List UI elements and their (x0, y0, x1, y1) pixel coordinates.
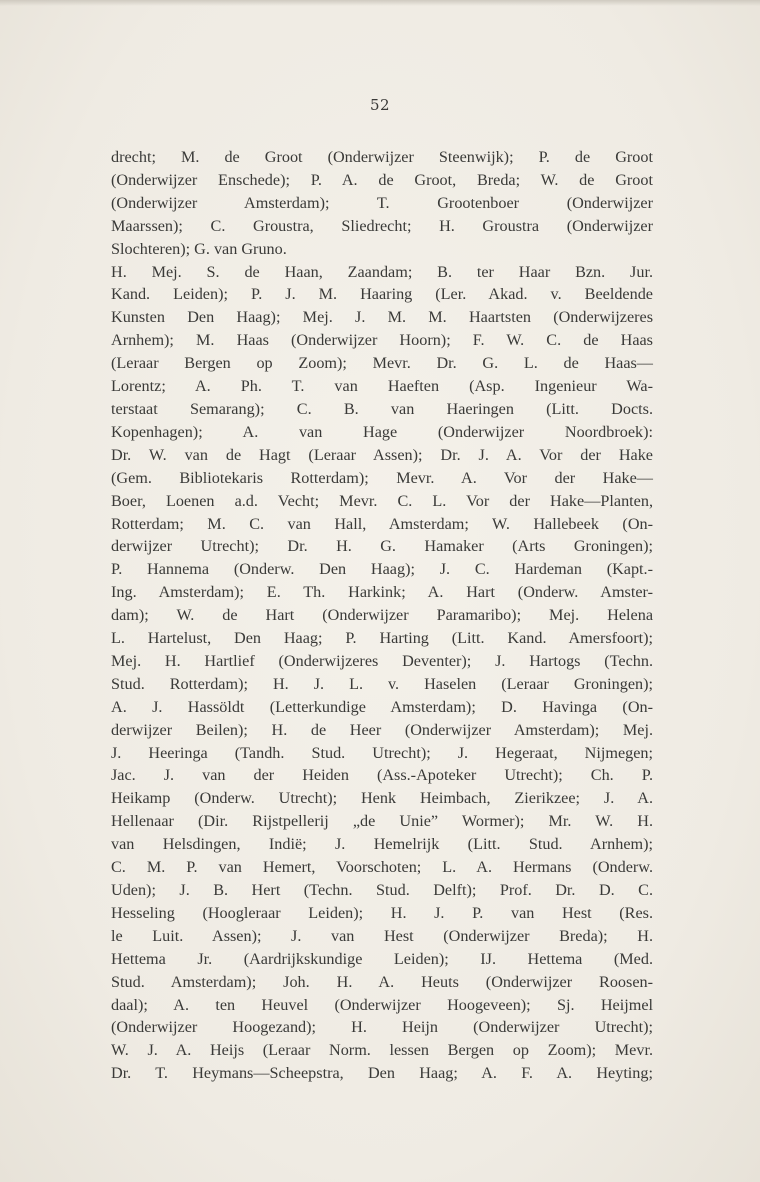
text-line: Stud. Rotterdam); H. J. L. v. Haselen (Leraar Groningen); (111, 674, 653, 693)
text-line: drecht; M. de Groot (Onderwijzer Steenwijk); P. de Groot (111, 148, 653, 166)
text-line: Mej. H. Hartlief (Onderwijzeres Deventer); J. Hartogs (Techn. (111, 651, 653, 670)
scan-edge-shadow (0, 0, 760, 6)
text-line: (Onderwijzer Enschede); P. A. de Groot, Breda; W. de Groot (111, 170, 653, 189)
text-line: C. M. P. van Hemert, Voorschoten; L. A. Hermans (Onderw. (111, 858, 653, 877)
text-line: Hettema Jr. (Aardrijkskundige Leiden); IJ. Hettema (Med. (111, 949, 653, 968)
text-line: A. J. Hassöldt (Letterkundige Amsterdam); D. Havinga (On- (111, 697, 653, 716)
text-line: Dr. W. van de Hagt (Leraar Assen); Dr. J. A. Vor der Hake (111, 445, 653, 464)
text-line: Jac. J. van der Heiden (Ass.-Apoteker Utrecht); Ch. P. (111, 766, 653, 785)
text-line: P. Hannema (Onderw. Den Haag); J. C. Hardeman (Kapt.- (111, 560, 653, 579)
text-line: Ing. Amsterdam); E. Th. Harkink; A. Hart (Onderw. Amster- (111, 583, 653, 602)
text-line: Heikamp (Onderw. Utrecht); Henk Heimbach, Zierikzee; J. A. (111, 789, 653, 808)
text-line: Kand. Leiden); P. J. M. Haaring (Ler. Akad. v. Beeldende (111, 285, 653, 304)
text-line: W. J. A. Heijs (Leraar Norm. lessen Bergen op Zoom); Mevr. (111, 1041, 653, 1060)
text-line: Lorentz; A. Ph. T. van Haeften (Asp. Ingenieur Wa- (111, 377, 653, 396)
text-line: (Leraar Bergen op Zoom); Mevr. Dr. G. L. de Haas— (111, 354, 653, 373)
text-line: Dr. T. Heymans—Scheepstra, Den Haag; A. F. A. Heyting; (111, 1064, 653, 1083)
text-line: Maarssen); C. Groustra, Sliedrecht; H. Groustra (Onderwijzer (111, 216, 653, 235)
text-line: Hesseling (Hoogleraar Leiden); H. J. P. van Hest (Res. (111, 903, 653, 922)
text-line: derwijzer Utrecht); Dr. H. G. Hamaker (Arts Groningen); (111, 537, 653, 556)
text-line: L. Hartelust, Den Haag; P. Harting (Litt. Kand. Amersfoort); (111, 629, 653, 648)
text-line: Kunsten Den Haag); Mej. J. M. M. Haartsten (Onderwijzeres (111, 308, 653, 327)
text-line: (Onderwijzer Amsterdam); T. Grootenboer (Onderwijzer (111, 193, 653, 212)
text-line: H. Mej. S. de Haan, Zaandam; B. ter Haar Bzn. Jur. (111, 262, 653, 281)
text-line: daal); A. ten Heuvel (Onderwijzer Hoogeveen); Sj. Heijmel (111, 995, 653, 1014)
text-line: dam); W. de Hart (Onderwijzer Paramaribo); Mej. Helena (111, 606, 653, 625)
text-line: le Luit. Assen); J. van Hest (Onderwijzer Breda); H. (111, 926, 653, 945)
text-line: Stud. Amsterdam); Joh. H. A. Heuts (Onderwijzer Roosen- (111, 972, 653, 991)
text-line: J. Heeringa (Tandh. Stud. Utrecht); J. Hegeraat, Nijmegen; (111, 743, 653, 762)
text-line: van Helsdingen, Indië; J. Hemelrijk (Litt. Stud. Arnhem); (111, 835, 653, 854)
page-number: 52 (369, 96, 391, 114)
text-line: Hellenaar (Dir. Rijstpellerij „de Unie” Wormer); Mr. W. H. (111, 812, 653, 831)
text-line: (Onderwijzer Hoogezand); H. Heijn (Onderwijzer Utrecht); (111, 1018, 653, 1037)
text-line: Kopenhagen); A. van Hage (Onderwijzer Noordbroek): (111, 422, 653, 441)
text-line: derwijzer Beilen); H. de Heer (Onderwijzer Amsterdam); Mej. (111, 720, 653, 739)
text-line: Rotterdam; M. C. van Hall, Amsterdam; W. Hallebeek (On- (111, 514, 653, 533)
body-text (111, 146, 653, 1085)
text-line: Boer, Loenen a.d. Vecht; Mevr. C. L. Vor der Hake—Planten, (111, 491, 653, 510)
text-line: (Gem. Bibliotekaris Rotterdam); Mevr. A. Vor der Hake— (111, 468, 653, 487)
text-line: Slochteren); G. van Gruno. (111, 239, 287, 258)
text-line: Arnhem); M. Haas (Onderwijzer Hoorn); F. W. C. de Haas (111, 331, 653, 350)
text-line: terstaat Semarang); C. B. van Haeringen (Litt. Docts. (111, 399, 653, 418)
text-line: Uden); J. B. Hert (Techn. Stud. Delft); Prof. Dr. D. C. (111, 881, 653, 899)
